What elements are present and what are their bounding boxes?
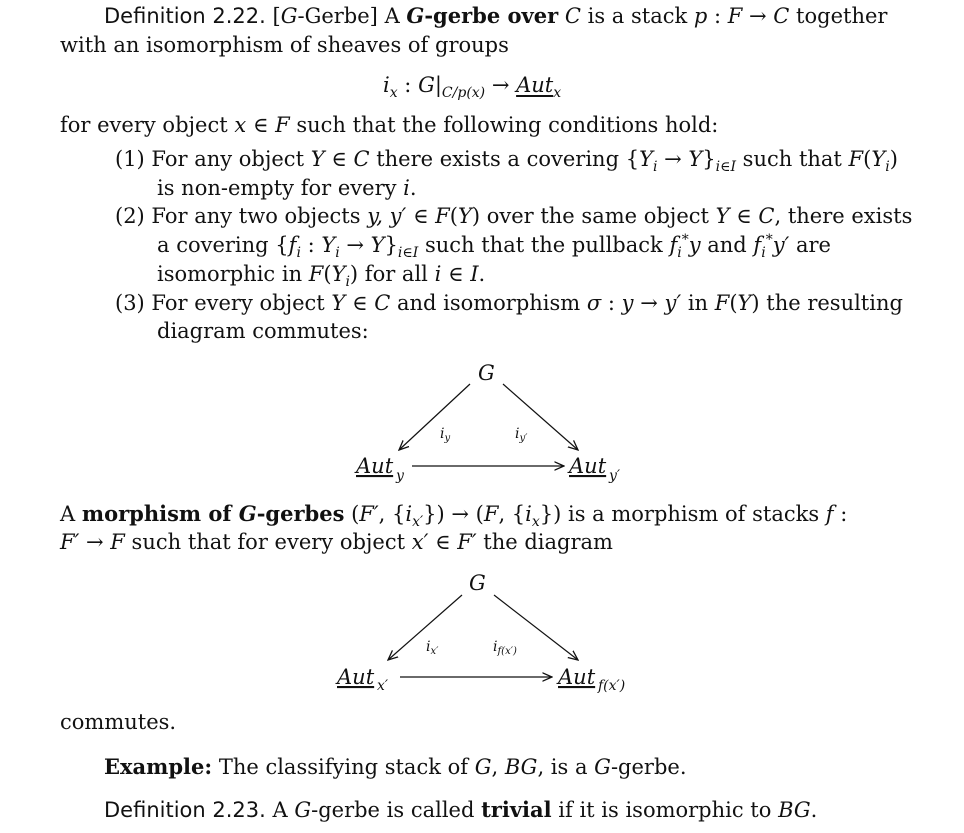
morphism-line2: F′ → F such that for every object x′ ∈ F′ the diagram <box>60 530 613 554</box>
diagram2-node-top: G <box>469 571 486 595</box>
diagram1-node-right-sub: y′ <box>609 468 621 484</box>
diagram1-node-top: G <box>478 361 495 385</box>
diagram2-node-right: Aut <box>558 665 596 689</box>
trivial-term: trivial <box>481 797 552 822</box>
diagram2-label-left: $i_{x'}$ <box>426 639 439 657</box>
diagram1-node-right: Aut <box>569 454 607 478</box>
morphism-line1: A morphism of G-gerbes (F′, $\{i_{x'}\}) \to (F$, $\{i_x\}$) is a morphism of stacks f : <box>60 501 848 531</box>
example-line: Example: The classifying stack of G, BG, is a G-gerbe. <box>104 754 687 779</box>
definition-line3: for every object x ∈ F such that the following conditions hold: <box>60 113 719 137</box>
definition-2-23-label: Definition 2.23. <box>104 798 266 822</box>
condition-2-line2: a covering {$f_i$ : $Y_i \to Y\}_{i\in I}$ such that the pullback $f_i^*y$ and $f_i^*y'$ are <box>157 232 831 262</box>
definition-line2: with an isomorphism of sheaves of groups <box>60 33 509 57</box>
condition-1-line1: (1) For any object Y ∈ C there exists a covering $\{Y_i \to Y\}_{i\in I}$ such that $F(Y_i)$ <box>115 147 898 176</box>
condition-2-line1: (2) For any two objects y, y′ ∈ F(Y) over the same object Y ∈ C, there exists <box>115 204 913 228</box>
definition-bracket: [G-Gerbe] <box>272 4 378 28</box>
display-equation: $i_x$ : $G|_{C/p(x)} \to Aut_x$ <box>383 73 562 102</box>
diagram1-label-left: $i_y$ <box>440 426 451 444</box>
diagram1-node-left: Aut <box>356 454 394 478</box>
condition-3-line1: (3) For every object Y ∈ C and isomorphism σ : y → y′ in F(Y) the resulting <box>115 291 903 315</box>
condition-1-line2: is non-empty for every i. <box>157 176 417 200</box>
commutes-text: commutes. <box>60 710 177 734</box>
diagram1-node-left-sub: y <box>396 468 404 484</box>
definition-label: Definition 2.22. <box>104 4 266 28</box>
definition-2-23: Definition 2.23. A G-gerbe is called trivial if it is isomorphic to BG. <box>104 797 818 822</box>
condition-3-line2: diagram commutes: <box>157 319 369 343</box>
example-label: Example: <box>104 754 213 779</box>
diagram2-arrow-left <box>388 595 462 660</box>
diagram2-node-left-sub: x′ <box>377 678 389 694</box>
definition-line1-rest: A G-gerbe over C is a stack p : F → C together <box>384 3 888 28</box>
diagram2-node-left: Aut <box>337 665 375 689</box>
condition-2-line3: isomorphic in $F(Y_i)$ for all i ∈ I. <box>157 262 486 291</box>
diagram2-label-right: $i_{f(x')}$ <box>493 639 517 657</box>
diagram2-node-right-sub: f(x′) <box>598 678 626 694</box>
diagram1-label-right: $i_{y'}$ <box>515 426 528 444</box>
